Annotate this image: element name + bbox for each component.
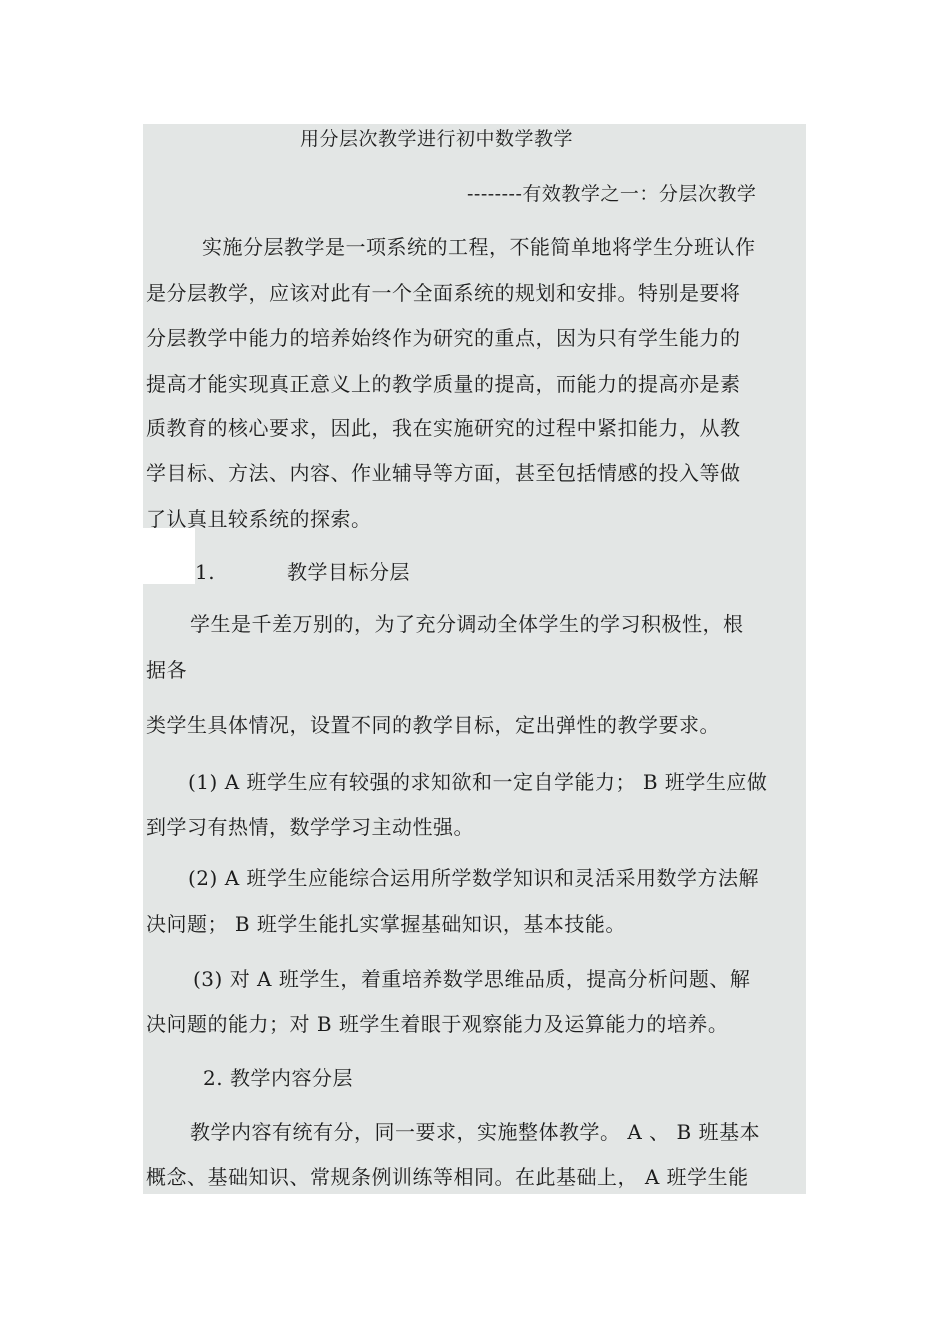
- intro-line: 了认真且较系统的探索。: [146, 507, 372, 531]
- section1-item-line: 决问题； B 班学生能扎实掌握基础知识，基本技能。: [146, 912, 626, 936]
- section1-heading: 教学目标分层: [287, 560, 410, 584]
- document-subtitle: --------有效教学之一：分层次教学: [467, 183, 757, 205]
- intro-line: 提高才能实现真正意义上的教学质量的提高，而能力的提高亦是素: [146, 372, 741, 396]
- section1-para-line: 类学生具体情况，设置不同的教学目标，定出弹性的教学要求。: [146, 713, 720, 737]
- section1-item-line: (3) 对 A 班学生，着重培养数学思维品质，提高分析问题、解: [193, 967, 751, 991]
- intro-line: 分层教学中能力的培养始终作为研究的重点，因为只有学生能力的: [146, 326, 741, 350]
- section2-para-line: 概念、基础知识、常规条例训练等相同。在此基础上， A 班学生能: [146, 1165, 749, 1189]
- section1-item-line: (1) A 班学生应有较强的求知欲和一定自学能力； B 班学生应做: [188, 770, 768, 794]
- intro-line: 学目标、方法、内容、作业辅导等方面，甚至包括情感的投入等做: [146, 461, 741, 485]
- section1-para-line: 据各: [146, 658, 187, 682]
- intro-line: 质教育的核心要求，因此，我在实施研究的过程中紧扣能力，从教: [146, 416, 741, 440]
- document-title: 用分层次教学进行初中数学教学: [300, 128, 574, 150]
- section1-item-line: 到学习有热情，数学学习主动性强。: [146, 815, 474, 839]
- section1-para-line: 学生是千差万别的，为了充分调动全体学生的学习积极性，根: [190, 612, 744, 636]
- section2-para-line: 教学内容有统有分，同一要求，实施整体教学。 A 、 B 班基本: [190, 1120, 761, 1144]
- section1-item-line: (2) A 班学生应能综合运用所学数学知识和灵活采用数学方法解: [188, 866, 759, 890]
- intro-line: 是分层教学，应该对此有一个全面系统的规划和安排。特别是要将: [146, 281, 741, 305]
- section1-number: 1.: [195, 560, 216, 584]
- section1-item-line: 决问题的能力；对 B 班学生着眼于观察能力及运算能力的培养。: [146, 1012, 729, 1036]
- intro-line: 实施分层教学是一项系统的工程，不能简单地将学生分班认作: [202, 235, 756, 259]
- section2-heading: 2. 教学内容分层: [203, 1066, 353, 1090]
